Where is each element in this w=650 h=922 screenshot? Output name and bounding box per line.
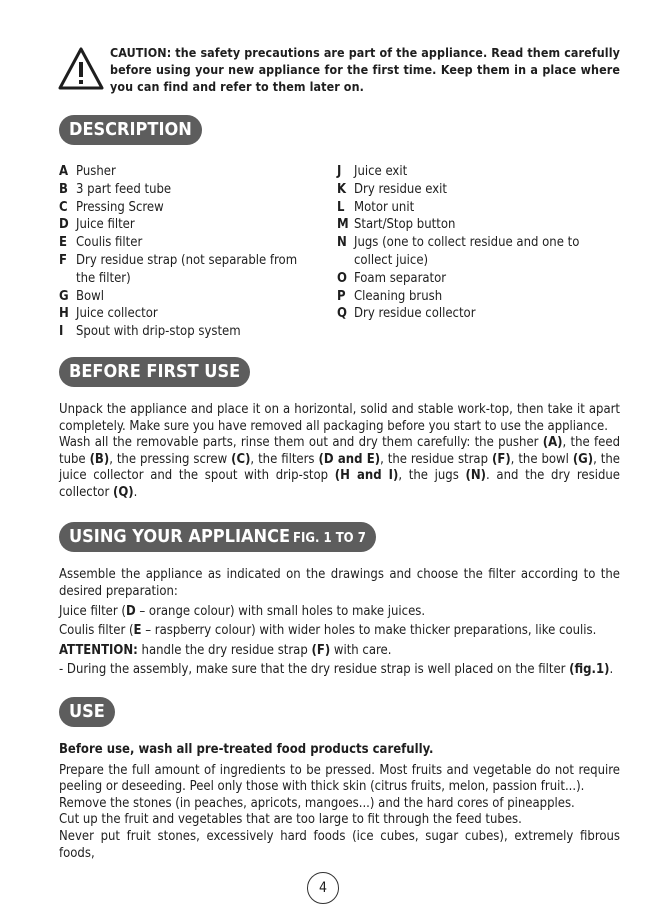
use-paragraph-3: Cut up the fruit and vegetables that are too large to fit through the feed tubes. <box>59 812 522 828</box>
warning-triangle-icon <box>57 46 105 92</box>
part-letter: F <box>59 252 67 268</box>
using-paragraph-juice-filter: Juice filter (D – orange colour) with small holes to make juices. <box>59 603 426 619</box>
using-paragraph-attention: ATTENTION: handle the dry residue strap (F) with care. <box>59 642 392 658</box>
part-item <box>337 305 599 323</box>
part-item <box>337 270 599 288</box>
part-item <box>337 216 599 234</box>
part-item <box>337 234 599 270</box>
part-letter: D <box>59 217 69 233</box>
section-using-figure-ref: FIG. 1 TO 7 <box>293 531 366 546</box>
part-label: Cleaning brush <box>354 288 443 304</box>
before-first-use-text <box>59 402 620 502</box>
section-using-heading <box>59 522 376 552</box>
part-item <box>337 163 599 181</box>
section-using-label: USING YOUR APPLIANCE <box>69 526 291 547</box>
use-paragraph-4: Never put fruit stones, excessively hard foods (ice cubes, sugar cubes), extremely fibrous foods, <box>59 828 620 861</box>
caution-text: CAUTION: the safety precautions are part of the appliance. Read them carefully before using your new appliance for the first time. Keep them in a place where you can find and refer to them later on. <box>110 45 620 94</box>
section-before-first-use-label: BEFORE FIRST USE <box>69 361 241 382</box>
using-paragraph-assembly: - During the assembly, make sure that the dry residue strap is well placed on the filter (fig.1). <box>59 662 614 678</box>
part-item <box>59 163 319 181</box>
part-label: 3 part feed tube <box>76 181 172 197</box>
part-label: Start/Stop button <box>354 217 456 233</box>
section-description-label: DESCRIPTION <box>69 119 192 140</box>
part-item <box>59 305 319 323</box>
use-paragraph-2: Remove the stones (in peaches, apricots, mangoes...) and the hard cores of pineapples. <box>59 795 575 811</box>
part-label: Juice collector <box>76 306 158 322</box>
part-letter: I <box>59 324 64 340</box>
section-before-first-use-heading <box>59 357 250 387</box>
part-letter: G <box>59 288 69 304</box>
section-use-label: USE <box>69 701 105 722</box>
page-number: 4 <box>307 872 339 904</box>
part-label: Juice filter <box>76 217 135 233</box>
part-label: Jugs (one to collect residue and one to collect juice) <box>354 235 580 268</box>
part-label: Dry residue strap (not separable from the filter) <box>76 252 298 286</box>
parts-list-right <box>337 163 599 323</box>
part-label: Juice exit <box>354 164 408 179</box>
part-label: Coulis filter <box>76 235 143 251</box>
part-letter: C <box>59 199 68 215</box>
use-paragraph-1: Prepare the full amount of ingredients to be pressed. Most fruits and vegetable do not require peeling or deseeding. Peel only those with thick skin (citrus fruits, melon, passion fruit...). <box>59 762 620 795</box>
part-label: Pressing Screw <box>76 199 164 215</box>
part-letter: A <box>59 164 69 179</box>
part-item <box>59 288 319 306</box>
part-item <box>59 216 319 234</box>
part-label: Pusher <box>76 164 116 179</box>
parts-list-left <box>59 163 319 341</box>
part-label: Bowl <box>76 288 104 304</box>
part-item <box>59 252 319 288</box>
part-letter: P <box>337 288 346 304</box>
part-label: Foam separator <box>354 270 447 286</box>
part-letter: M <box>337 217 349 233</box>
before-first-use-paragraph-1: Unpack the appliance and place it on a horizontal, solid and stable work-top, then take it apart completely. Make sure you have removed all packaging before you start to use the appliance. <box>59 402 620 434</box>
part-label: Motor unit <box>354 199 415 215</box>
part-letter: E <box>59 235 67 251</box>
part-label: Dry residue exit <box>354 181 447 197</box>
part-item <box>337 199 599 217</box>
part-item <box>59 323 319 341</box>
using-paragraph-coulis-filter: Coulis filter (E – raspberry colour) with wider holes to make thicker preparations, like coulis. <box>59 623 597 639</box>
section-description-heading <box>59 115 202 145</box>
using-paragraph-1: Assemble the appliance as indicated on the drawings and choose the filter according to the desired preparation: <box>59 567 620 600</box>
part-letter: Q <box>337 306 347 322</box>
section-use-heading <box>59 697 115 727</box>
before-first-use-paragraph-2: Wash all the removable parts, rinse them out and dry them carefully: the pusher (A), the feed tube (B), the pressing screw (C), the filters (D and E), the residue strap (F), the bowl (G), the juice collector and the spout with drip-stop (H and I), the jugs (N). and the dry residue collector (Q). <box>59 435 620 500</box>
part-item <box>59 199 319 217</box>
part-item <box>337 181 599 199</box>
use-lead: Before use, wash all pre-treated food products carefully. <box>59 742 434 757</box>
part-letter: N <box>337 235 347 251</box>
part-item <box>59 234 319 252</box>
part-letter: B <box>59 181 68 197</box>
use-text <box>59 742 620 862</box>
part-letter: J <box>337 164 342 179</box>
part-letter: K <box>337 181 347 197</box>
part-letter: H <box>59 306 69 322</box>
using-text <box>59 566 620 678</box>
part-item <box>337 288 599 306</box>
part-item <box>59 181 319 199</box>
part-letter: L <box>337 199 345 215</box>
part-letter: O <box>337 270 347 286</box>
part-label: Spout with drip-stop system <box>76 324 241 340</box>
part-label: Dry residue collector <box>354 306 476 322</box>
